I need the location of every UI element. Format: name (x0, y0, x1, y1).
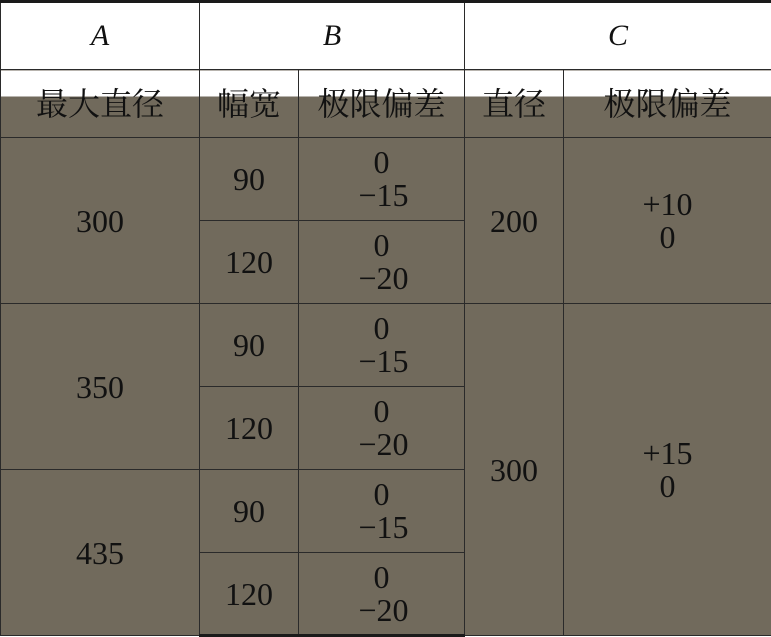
diameter-tolerance-lower: 0 (643, 470, 693, 503)
width-tolerance-header: 极限偏差 (299, 70, 465, 138)
group-header-row (1, 2, 771, 70)
tolerance-upper: 0 (354, 561, 408, 594)
table-row (1, 138, 771, 221)
width-tolerance-cell (299, 138, 465, 221)
diameter-header: 直径 (465, 70, 564, 138)
max-diameter-cell: 435 (1, 470, 200, 636)
width-cell: 120 (200, 387, 299, 470)
diameter-cell: 300 (465, 304, 564, 636)
max-diameter-header: 最大直径 (1, 70, 200, 138)
table-row (1, 304, 771, 387)
diameter-tolerance-cell (564, 138, 771, 304)
tolerance-upper: 0 (354, 229, 408, 262)
width-tolerance-cell (299, 387, 465, 470)
tolerance-lower: −20 (354, 594, 408, 627)
width-cell: 120 (200, 221, 299, 304)
tolerance-lower: −15 (354, 511, 408, 544)
diameter-cell: 200 (465, 138, 564, 304)
diameter-tolerance-header: 极限偏差 (564, 70, 771, 138)
diameter-tolerance-cell (564, 304, 771, 636)
width-cell: 120 (200, 553, 299, 636)
width-tolerance-cell (299, 304, 465, 387)
max-diameter-cell: 350 (1, 304, 200, 470)
width-cell: 90 (200, 138, 299, 221)
diameter-tolerance-upper: +15 (643, 437, 693, 470)
tolerance-upper: 0 (354, 395, 408, 428)
tolerance-lower: −15 (354, 179, 408, 212)
group-a-header: A (1, 2, 200, 70)
tolerance-lower: −20 (354, 428, 408, 461)
width-cell: 90 (200, 304, 299, 387)
tolerance-upper: 0 (354, 478, 408, 511)
width-cell: 90 (200, 470, 299, 553)
max-diameter-cell: 300 (1, 138, 200, 304)
tolerance-upper: 0 (354, 312, 408, 345)
width-tolerance-cell (299, 221, 465, 304)
diameter-tolerance-lower: 0 (643, 221, 693, 254)
tolerance-upper: 0 (354, 146, 408, 179)
subheader-row (1, 70, 771, 138)
group-c-header: C (465, 2, 771, 70)
width-tolerance-cell (299, 553, 465, 636)
width-tolerance-cell (299, 470, 465, 553)
tolerance-lower: −15 (354, 345, 408, 378)
diameter-tolerance-upper: +10 (643, 188, 693, 221)
group-b-header: B (200, 2, 465, 70)
tolerance-lower: −20 (354, 262, 408, 295)
width-header: 幅宽 (200, 70, 299, 138)
